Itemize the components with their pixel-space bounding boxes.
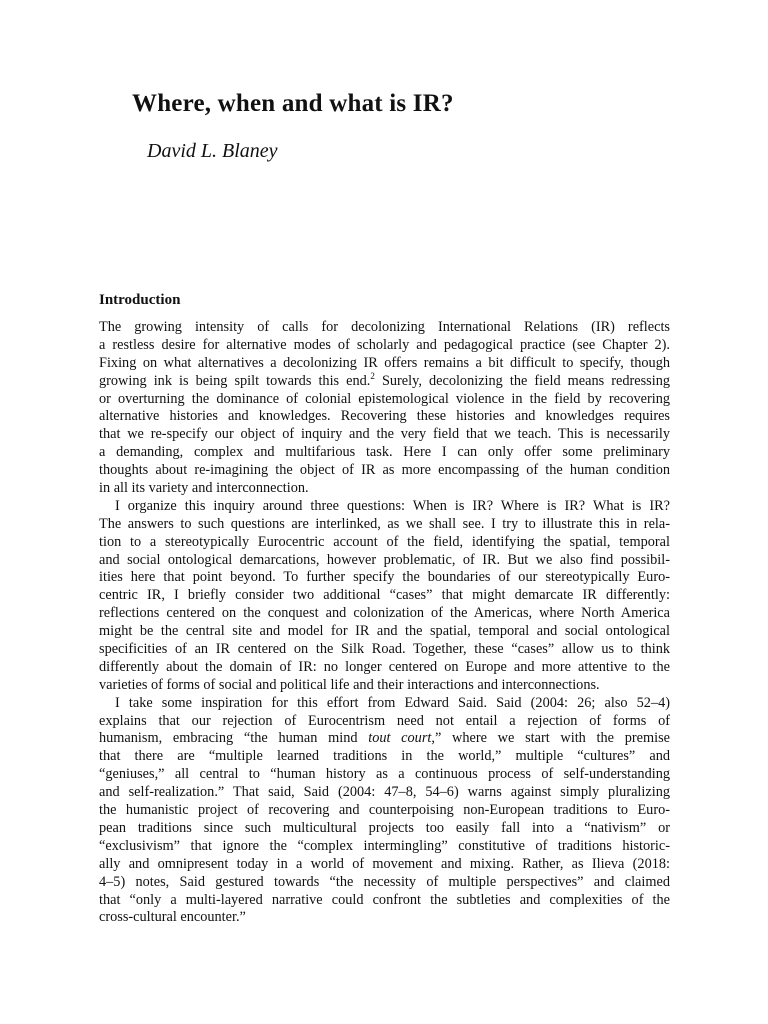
text-line: The growing intensity of calls for decolonizing International Relations (IR) reflects [99,319,670,335]
text-line: thoughts about re-imagining the object of IR as more encompassing of the human condition [99,462,670,479]
text-line: I organize this inquiry around three questions: When is IR? Where is IR? What is IR? [115,497,670,514]
text-line: 4–5) notes, Said gestured towards “the necessity of multiple perspectives” and claimed [99,873,670,890]
paragraph-2 [99,498,670,695]
text-line: “geniuses,” all central to “human history as a continuous process of self-understanding [99,766,670,783]
text-line: tion to a stereotypically Eurocentric account of the field, identifying the spatial, temporal [99,533,670,550]
text-line: pean traditions since such multicultural projects too easily fall into a “nativism” or [99,819,670,836]
text-line: that there are “multiple learned traditions in the world,” multiple “cultures” and [99,748,670,765]
text-line: specificities of an IR centered on the Silk Road. Together, these “cases” allow us to think [99,641,670,658]
text-fragment: growing ink is being spilt towards this end. [99,372,371,389]
text-fragment: Surely, decolonizing the field means redressing [374,372,670,389]
paragraph-3 [99,695,670,928]
text-line: cross-cultural encounter.” [99,909,246,926]
text-line: explains that our rejection of Eurocentrism need not entail a rejection of forms of [99,712,670,729]
text-line: The answers to such questions are interlinked, as we shall see. I try to illustrate this in rela- [99,515,670,532]
text-line: a demanding, complex and multifarious task. Here I can only offer some preliminary [99,444,670,461]
footnote-reference[interactable]: 2 [370,370,375,381]
text-line: that we re-specify our object of inquiry and the very field that we teach. This is necessarily [99,426,670,443]
text-line: in all its variety and interconnection. [99,480,309,497]
author-name: David L. Blaney [147,140,278,162]
text-line [99,370,670,391]
text-line: the humanistic project of recovering and counterpoising non-European traditions to Euro- [99,802,670,819]
text-line: Fixing on what alternatives a decolonizing IR offers remains a bit difficult to specify, though [99,354,670,371]
text-line: I take some inspiration for this effort from Edward Said. Said (2004: 26; also 52–4) [115,694,670,711]
text-line [99,730,670,748]
text-line: that “only a multi-layered narrative could confront the subtleties and complexities of the [99,891,670,908]
text-line: a restless desire for alternative modes of scholarly and pedagogical practice (see Chapter 2). [99,336,670,353]
text-line: ally and omnipresent today in a world of movement and mixing. Rather, as Ilieva (2018: [99,855,670,872]
text-line: and social ontological demarcations, however problematic, of IR. But we also find possibil- [99,551,670,568]
text-line: “exclusivism” that ignore the “complex intermingling” constitutive of traditions historic- [99,837,670,854]
chapter-title: Where, when and what is IR? [132,90,454,117]
text-line: and self-realization.” That said, Said (2004: 47–8, 54–6) warns against simply pluralizing [99,784,670,801]
text-line: ities here that point beyond. To further specify the boundaries of our stereotypically Euro- [99,569,670,586]
section-heading: Introduction [99,292,181,308]
text-fragment: humanism, embracing “the human mind [99,730,369,747]
paragraph-1 [99,319,670,498]
text-line: centric IR, I briefly consider two additional “cases” that might demarcate IR differently: [99,587,670,604]
text-fragment: ,” where we start with the premise [431,730,670,747]
text-line: reflections centered on the conquest and colonization of the Americas, where North America [99,605,670,622]
body-text [99,319,670,927]
italic-phrase: tout court [368,730,432,747]
text-line: might be the central site and model for IR and the spatial, temporal and social ontological [99,623,670,640]
text-line: differently about the domain of IR: no longer centered on Europe and more attentive to the [99,658,670,675]
text-line: alternative histories and knowledges. Recovering these histories and knowledges requires [99,408,670,425]
text-line: varieties of forms of social and political life and their interactions and interconnections. [99,676,600,693]
text-line: or overturning the dominance of colonial epistemological violence in the field by recovering [99,390,670,407]
